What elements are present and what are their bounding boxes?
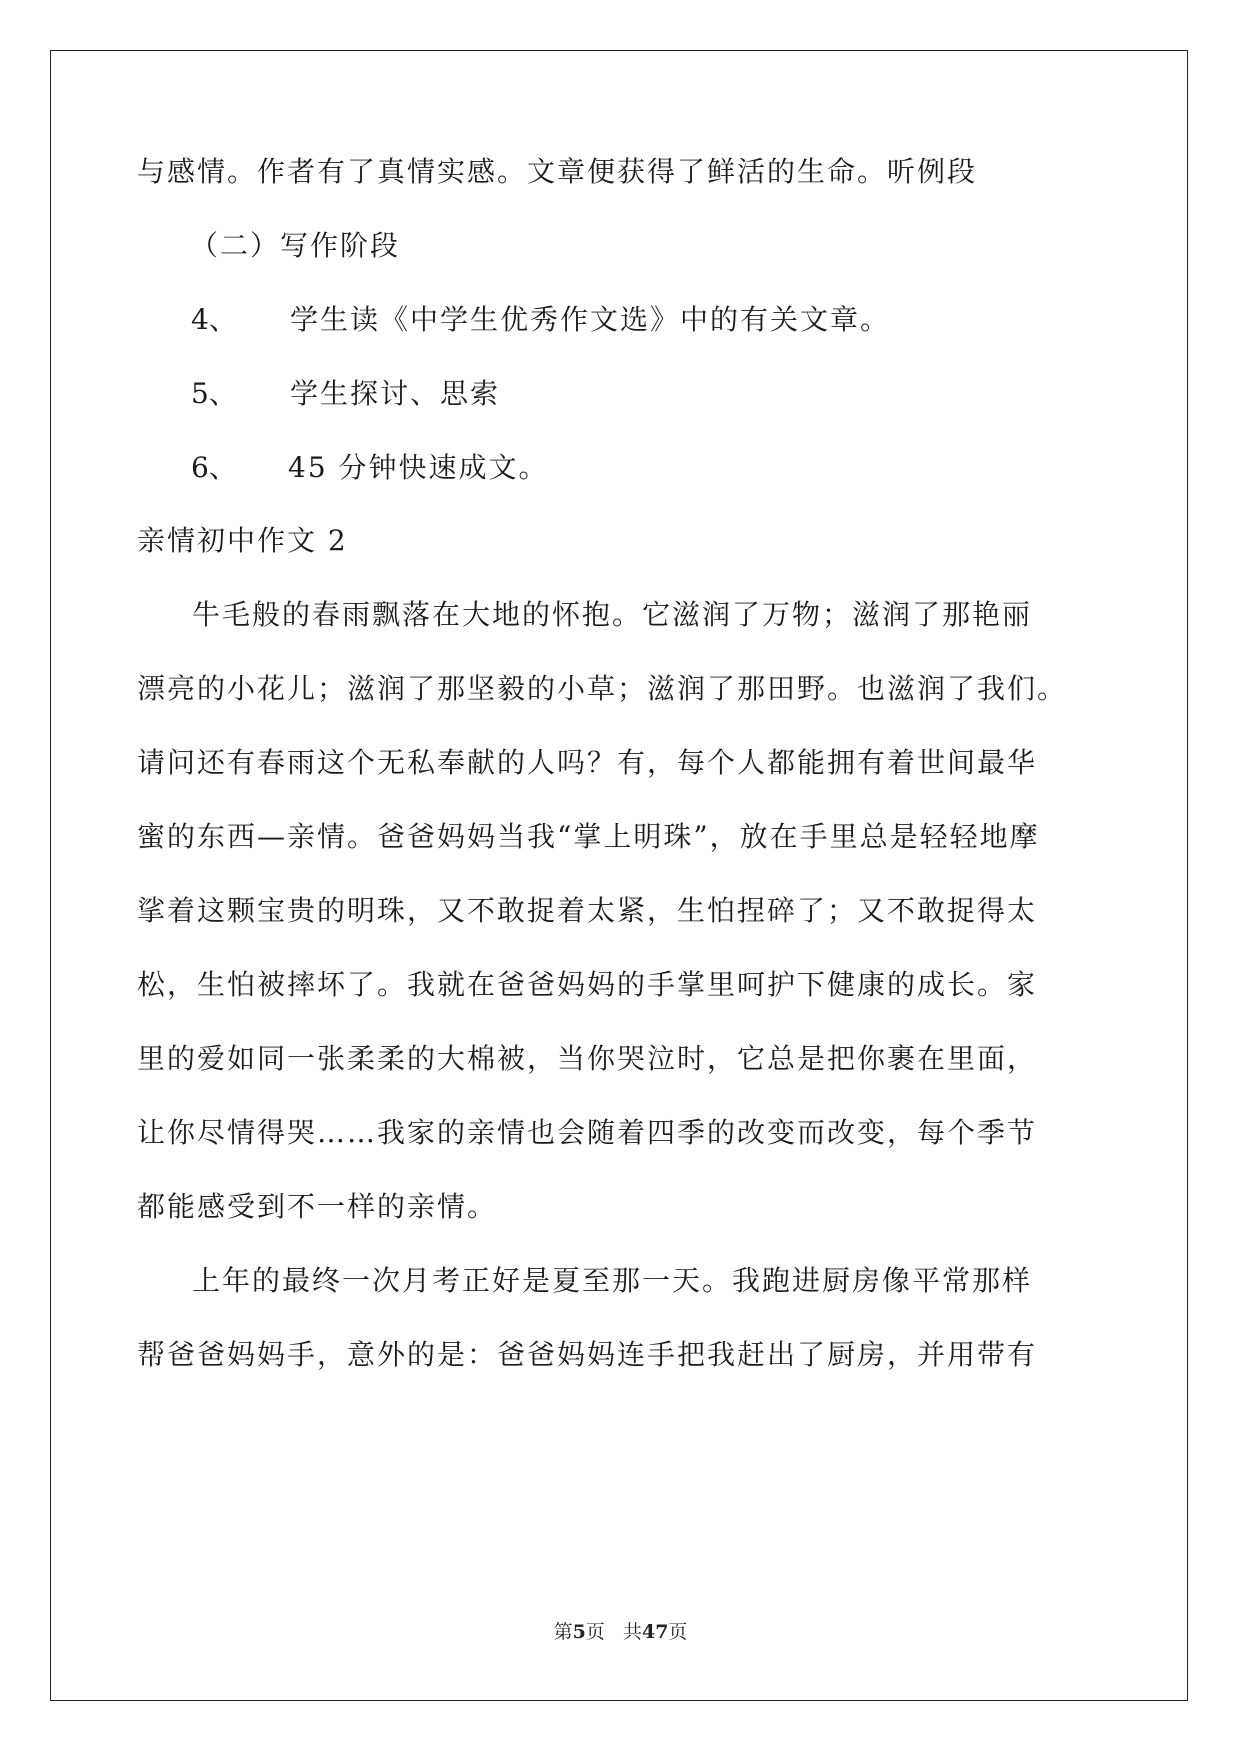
page-number: 5 <box>572 1621 586 1643</box>
essay-title: 亲情初中作文 2 <box>137 524 348 557</box>
page-border <box>50 50 1188 1701</box>
total-pages: 47 <box>641 1621 669 1643</box>
paragraph-line: 上年的最终一次月考正好是夏至那一天。我跑进厨房像平常那样 <box>192 1264 1033 1297</box>
total-prefix: 共 <box>622 1621 642 1643</box>
list-item-text: 学生探讨、思索 <box>290 377 501 410</box>
page-prefix: 第 <box>553 1621 573 1643</box>
paragraph-line: 漂亮的小花儿；滋润了那坚毅的小草；滋润了那田野。也滋润了我们。 <box>137 672 1068 705</box>
paragraph-line: 松，生怕被摔坏了。我就在爸爸妈妈的手掌里呵护下健康的成长。家 <box>137 968 1038 1001</box>
paragraph-line: 挲着这颗宝贵的明珠，又不敢捉着太紧，生怕捏碎了；又不敢捉得太 <box>137 894 1038 927</box>
list-item-number: 4、 <box>191 303 237 336</box>
section-heading-writing-stage: （二）写作阶段 <box>190 229 401 262</box>
paragraph-line: 都能感受到不一样的亲情。 <box>137 1190 498 1223</box>
paragraph-line: 蜜的东西—亲情。爸爸妈妈当我“掌上明珠”，放在手里总是轻轻地摩 <box>137 820 1040 853</box>
paragraph-line: 帮爸爸妈妈手，意外的是：爸爸妈妈连手把我赶出了厨房，并用带有 <box>137 1338 1038 1371</box>
paragraph-line: 请问还有春雨这个无私奉献的人吗？有，每个人都能拥有着世间最华 <box>137 746 1038 779</box>
text-line: 与感情。作者有了真情实感。文章便获得了鲜活的生命。听例段 <box>137 155 978 188</box>
page-footer <box>0 1620 1241 1644</box>
list-item-text: 学生读《中学生优秀作文选》中的有关文章。 <box>290 303 891 336</box>
paragraph-line: 里的爱如同一张柔柔的大棉被，当你哭泣时，它总是把你裹在里面， <box>137 1042 1038 1075</box>
page-suffix: 页 <box>585 1621 605 1643</box>
list-item-text: 45 分钟快速成文。 <box>288 451 549 484</box>
paragraph-line: 让你尽情得哭……我家的亲情也会随着四季的改变而改变，每个季节 <box>137 1116 1038 1149</box>
paragraph-line: 牛毛般的春雨飘落在大地的怀抱。它滋润了万物；滋润了那艳丽 <box>192 598 1033 631</box>
list-item-number: 6、 <box>191 451 237 484</box>
list-item-number: 5、 <box>191 377 237 410</box>
total-suffix: 页 <box>668 1621 688 1643</box>
